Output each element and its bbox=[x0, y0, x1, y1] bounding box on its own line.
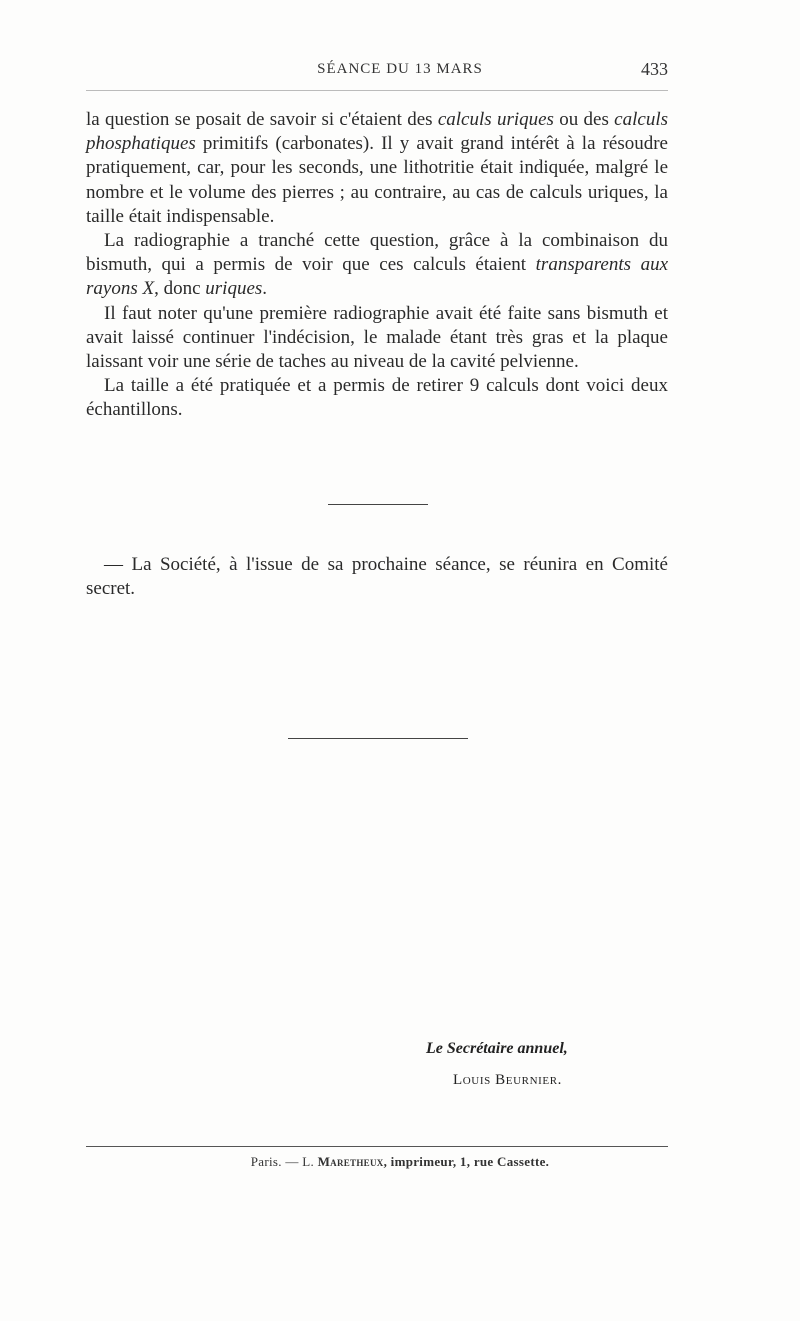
header-rule bbox=[86, 90, 668, 91]
notice-block bbox=[86, 553, 668, 601]
paragraph-1-seg-3: calculs phosphatiques bbox=[86, 109, 668, 155]
signature-name: Louis Beurnier. bbox=[453, 1072, 562, 1088]
paragraph-2-seg-2: , donc bbox=[154, 278, 206, 300]
paragraph-1-seg-1: calculs uriques bbox=[437, 109, 554, 130]
footer-suffix: , imprimeur, 1, rue Cassette. bbox=[383, 1154, 550, 1169]
notice-text: — La Société, à l'issue de sa prochaine séance, se réunira en Comité secret. bbox=[86, 554, 668, 600]
paragraph-2-seg-4: . bbox=[262, 278, 268, 300]
paragraph-1-seg-0: la question se posait de savoir si c'étaient des bbox=[86, 109, 438, 130]
paragraph-1 bbox=[86, 108, 668, 229]
paragraph-2 bbox=[86, 229, 668, 302]
paragraph-2-seg-1: transparents aux rayons X bbox=[86, 254, 668, 300]
footer-rule bbox=[86, 1146, 668, 1147]
page-number: 433 bbox=[641, 59, 668, 79]
imprint-footer bbox=[0, 1154, 800, 1170]
running-header: SÉANCE DU 13 MARS bbox=[317, 61, 483, 77]
paragraph-4-seg-0: La taille a été pratiquée et a permis de retirer 9 calculs dont voici deux échantillons. bbox=[86, 375, 668, 421]
section-divider-long bbox=[288, 738, 468, 739]
paragraph-1-seg-2: ou des bbox=[553, 109, 615, 130]
footer-printer: Maretheux bbox=[317, 1154, 384, 1169]
paragraph-2-seg-3: uriques bbox=[205, 278, 263, 300]
body-text bbox=[86, 108, 668, 423]
paragraph-4 bbox=[86, 374, 668, 422]
paragraph-1-seg-4: primitifs (carbonates). Il y avait grand intérêt à la résoudre pratiquement, car, pour les seconds, une lithotritie était indiquée, malgré le nombre et le volume des pierres ; au contraire, au cas de calculs uriques, la taille était indispensable. bbox=[86, 133, 668, 227]
signature-title: Le Secrétaire annuel, bbox=[426, 1040, 568, 1057]
footer-prefix: Paris. — L. bbox=[250, 1154, 318, 1169]
section-divider-short bbox=[328, 504, 428, 505]
signature-block bbox=[420, 1040, 620, 1100]
paragraph-3 bbox=[86, 302, 668, 375]
paragraph-2-seg-0: La radiographie a tranché cette question, grâce à la combinaison du bismuth, qui a permis de voir que ces calculs étaient bbox=[86, 230, 668, 276]
paragraph-3-seg-0: Il faut noter qu'une première radiographie avait été faite sans bismuth et avait laissé continuer l'indécision, le malade étant très gras et la plaque laissant voir une série de taches au niveau de la cavité pelvienne. bbox=[86, 302, 668, 373]
